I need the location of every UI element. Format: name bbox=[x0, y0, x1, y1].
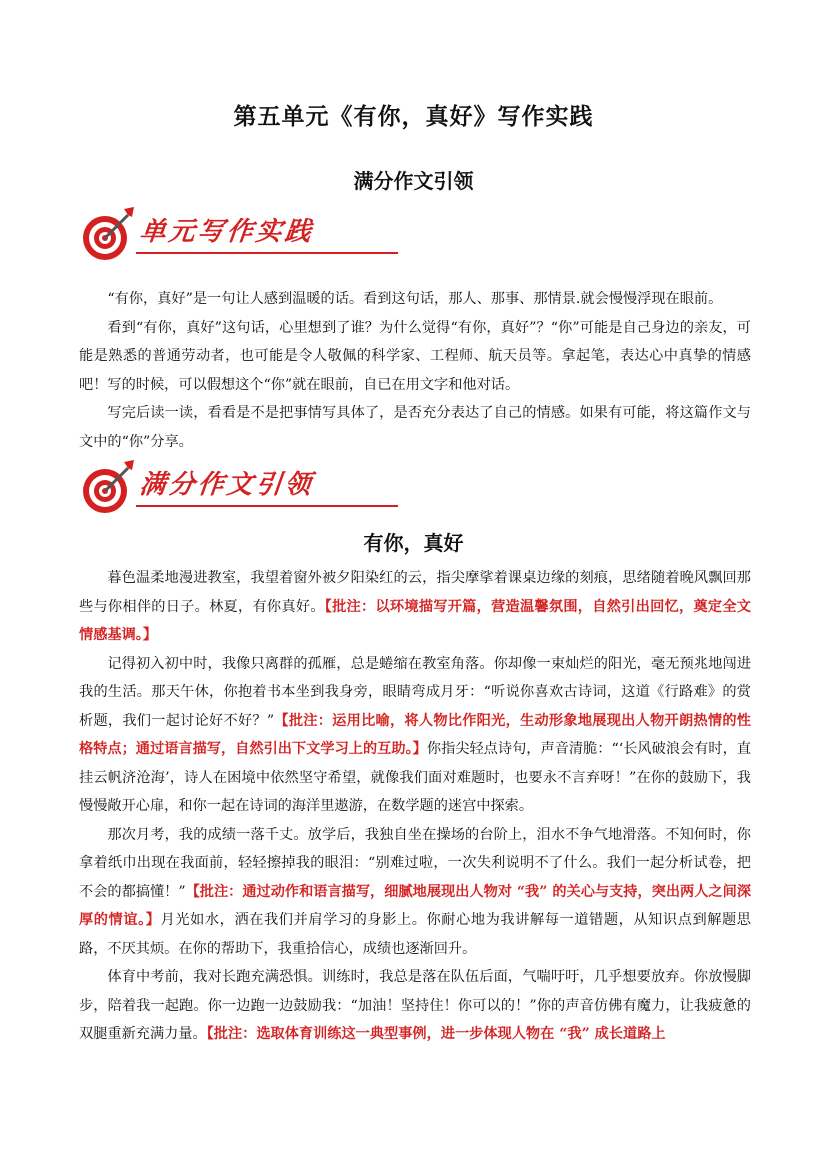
section-banner-model-essay bbox=[78, 458, 328, 516]
document-title: 第五单元《有你，真好》写作实践 bbox=[233, 103, 594, 130]
essay-text: 你指尖轻点诗句，声音清脆：“‘长风破浪会有时，直挂云帆济沧海’，诗人在困境中依然坚守希望，就像我们面对难题时，也要永不言弃呀！”在你的鼓励下，我慢慢敞开心扉，和你一起在诗词的海洋里遨游，在数学题的迷宫中探索。 bbox=[79, 741, 752, 814]
prompt-paragraph: 看到“有你，真好”这句话，心里想到了谁？为什么觉得“有你，真好”？“你”可能是自己身边的亲友，可能是熟悉的普通劳动者，也可能是令人敬佩的科学家、工程师、航天员等。拿起笔，表达心中真挚的情感吧！写的时候，可以假想这个“你”就在眼前，自已在用文字和他对话。 bbox=[79, 319, 751, 393]
annotation: 【批注：以环境描写开篇，营造温馨氛围，自然引出回忆，奠定全文情感基调。】 bbox=[79, 598, 751, 643]
essay-text: 那次月考，我的成绩一落千丈。放学后，我独自坐在操场的台阶上，泪水不争气地滑落。不知何时，你拿着纸巾出现在我面前，轻轻擦掉我的眼泪：“别难过啦，一次失利说明不了什么。我们一起分析试卷，把不会的都搞懂！” bbox=[79, 826, 751, 900]
essay-body bbox=[79, 564, 751, 1049]
essay-title: 有你，真好 bbox=[363, 531, 464, 555]
banner-label: 单元写作实践 bbox=[138, 217, 316, 247]
annotation: 【批注：运用比喻，将人物比作阳光，生动形象地展现出人物开朗热情的性格特点；通过语言描写，自然引出下文学习上的互助。】 bbox=[79, 712, 751, 757]
annotation: 【批注：选取体育训练这一典型事例，进一步体现人物在 “我” 成长道路上 bbox=[206, 1026, 666, 1042]
banner-label: 满分作文引领 bbox=[138, 470, 316, 500]
essay-paragraph bbox=[79, 821, 751, 964]
prompt-paragraph: “有你，真好”是一句让人感到温暖的话。看到这句话，那人、那事、那情景.就会慢慢浮现在眼前。 bbox=[107, 291, 723, 307]
essay-paragraph bbox=[79, 564, 751, 650]
banner-underline bbox=[136, 252, 398, 254]
essay-text: 月光如水，洒在我们并肩学习的身影上。你耐心地为我讲解每一道错题，从知识点到解题思路，不厌其烦。在你的帮助下，我重拾信心，成绩也逐渐回升。 bbox=[79, 912, 751, 957]
target-icon bbox=[78, 205, 140, 263]
essay-paragraph bbox=[79, 963, 751, 1049]
writing-prompt bbox=[79, 285, 751, 456]
essay-text: 体育中考前，我对长跑充满恐惧。训练时，我总是落在队伍后面，气喘吁吁，几乎想要放弃。你放慢脚步，陪着我一起跑。你一边跑一边鼓励我：“加油！坚持住！你可以的！”你的声音仿佛有魔力，让我疲惫的双腿重新充满力量。 bbox=[79, 969, 751, 1042]
essay-paragraph bbox=[79, 650, 751, 821]
section-banner-writing-practice bbox=[78, 205, 328, 263]
banner-underline bbox=[136, 505, 398, 507]
prompt-paragraph: 写完后读一读，看看是不是把事情写具体了，是否充分表达了自己的情感。如果有可能，将这篇作文与文中的“你”分享。 bbox=[79, 405, 751, 450]
annotation: 【批注：通过动作和语言描写，细腻地展现出人物对 “我” 的关心与支持，突出两人之间深厚的情谊。】 bbox=[79, 883, 752, 928]
essay-text: 暮色温柔地漫进教室，我望着窗外被夕阳染红的云，指尖摩挲着课桌边缘的刻痕，思绪随着晚风飘回那些与你相伴的日子。林夏，有你真好。 bbox=[79, 570, 751, 615]
essay-text: 记得初入初中时，我像只离群的孤雁，总是蜷缩在教室角落。你却像一束灿烂的阳光，毫无预兆地闯进我的生活。那天午休，你抱着书本坐到我身旁，眼睛弯成月牙：“听说你喜欢古诗词，这道《行路难》的赏析题，我们一起讨论好不好？” bbox=[79, 655, 751, 729]
target-icon bbox=[78, 458, 140, 516]
document-subtitle: 满分作文引领 bbox=[353, 169, 474, 193]
